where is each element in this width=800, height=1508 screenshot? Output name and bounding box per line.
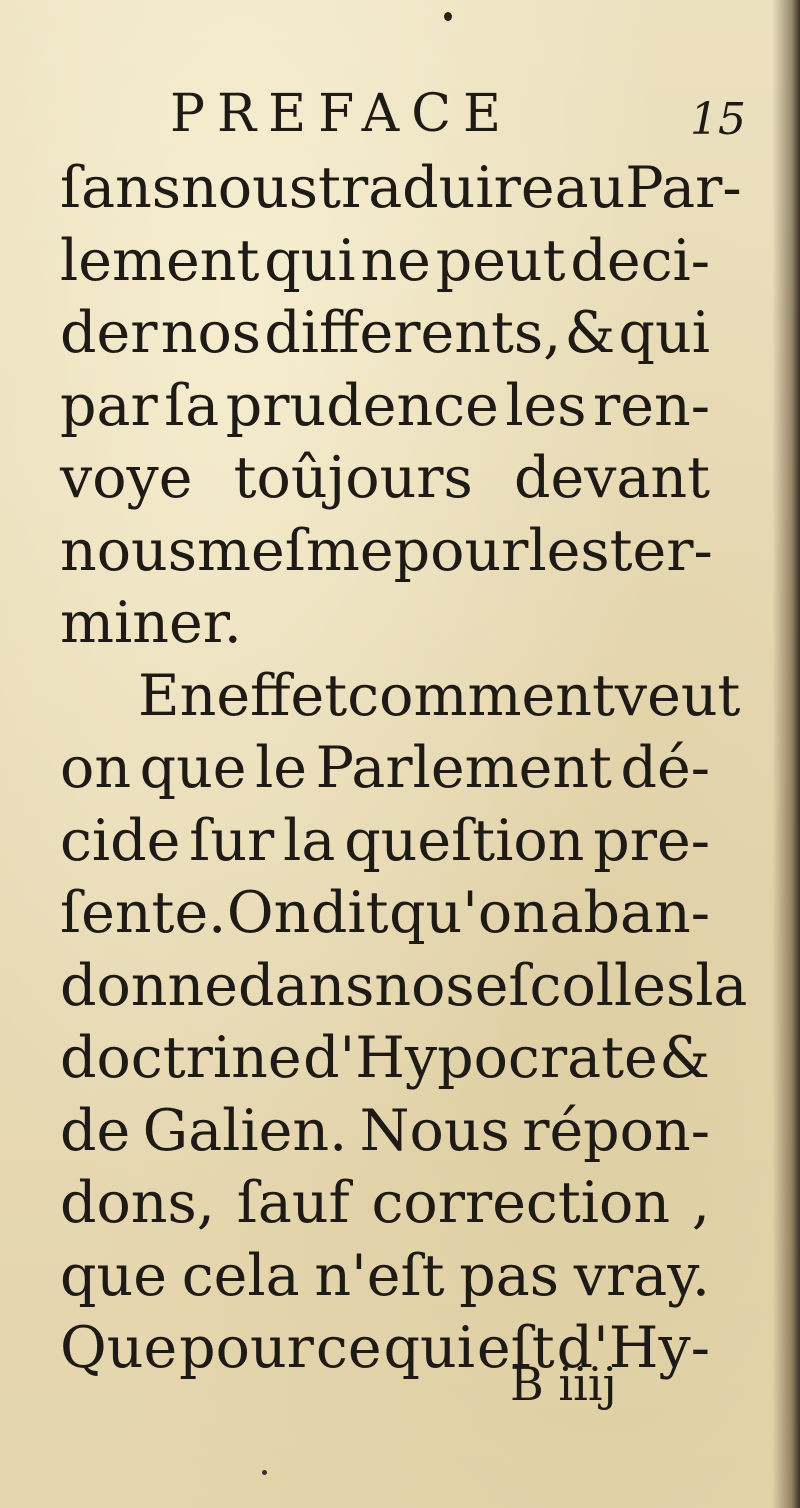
word: nous bbox=[181, 155, 319, 221]
word: cela bbox=[181, 1242, 300, 1309]
text-line bbox=[60, 1240, 710, 1313]
ink-spot bbox=[262, 1470, 267, 1475]
word: traduire bbox=[318, 155, 555, 221]
word: de bbox=[60, 1097, 131, 1164]
word: nous bbox=[60, 517, 197, 584]
word: Parlement bbox=[315, 735, 612, 801]
word: qui bbox=[383, 1315, 475, 1381]
word: la bbox=[283, 807, 336, 874]
body-text bbox=[60, 152, 748, 1385]
word: pas bbox=[459, 1242, 560, 1309]
word: les bbox=[528, 517, 610, 584]
text-line bbox=[60, 805, 710, 878]
word: le bbox=[255, 735, 308, 801]
word: Que bbox=[60, 1315, 178, 1381]
word: Par- bbox=[625, 155, 742, 221]
word: doctrine bbox=[60, 1025, 302, 1091]
word: que bbox=[60, 1242, 167, 1309]
word: correction bbox=[371, 1170, 671, 1236]
word: veut bbox=[614, 662, 741, 729]
word: ſauf bbox=[236, 1170, 350, 1236]
text-line bbox=[60, 660, 741, 733]
word: meſme bbox=[197, 517, 394, 584]
text-line bbox=[60, 515, 713, 588]
running-head: PREFACE bbox=[170, 84, 513, 144]
page-number: 15 bbox=[690, 94, 746, 145]
word: En bbox=[138, 662, 217, 729]
word: & bbox=[564, 300, 616, 366]
signature-mark: B iiij bbox=[510, 1357, 617, 1411]
word: queſtion bbox=[344, 807, 585, 874]
word: ter- bbox=[609, 517, 713, 584]
word: differents, bbox=[264, 300, 562, 366]
word: toûjours bbox=[233, 445, 473, 511]
word: & bbox=[659, 1025, 710, 1091]
word: prudence bbox=[225, 372, 499, 439]
word: répon- bbox=[522, 1097, 710, 1164]
word: eſcolles bbox=[474, 952, 696, 1019]
word: miner. bbox=[60, 590, 242, 656]
word: ſur bbox=[189, 807, 275, 874]
word: On bbox=[226, 880, 311, 946]
word: voye bbox=[60, 445, 193, 511]
text-line bbox=[60, 225, 710, 298]
word: ſente. bbox=[60, 880, 227, 946]
word: la bbox=[695, 952, 748, 1019]
word: ne bbox=[360, 227, 431, 294]
page-header bbox=[0, 84, 800, 144]
word: aban- bbox=[549, 880, 710, 946]
word: nos bbox=[374, 952, 475, 1019]
word: eſt bbox=[476, 1315, 555, 1381]
word: peut bbox=[435, 227, 566, 294]
word: dans bbox=[237, 952, 375, 1019]
word: qu'on bbox=[389, 880, 549, 946]
text-line bbox=[60, 442, 710, 515]
word: pre- bbox=[593, 807, 710, 874]
text-line bbox=[60, 1022, 710, 1095]
word: dit bbox=[310, 880, 389, 946]
word: deci- bbox=[570, 227, 710, 294]
text-line bbox=[60, 732, 710, 805]
page-edge-shadow bbox=[772, 0, 800, 1508]
word: effet bbox=[216, 662, 348, 729]
text-line bbox=[60, 370, 710, 443]
word: vray. bbox=[573, 1242, 710, 1309]
word: qui bbox=[264, 227, 356, 294]
word: pour bbox=[179, 1315, 314, 1381]
word: donne bbox=[60, 952, 238, 1019]
word: nos bbox=[160, 300, 262, 366]
text-line bbox=[60, 152, 742, 225]
word: pour bbox=[393, 517, 529, 584]
ink-spot bbox=[444, 12, 452, 21]
word: cide bbox=[60, 807, 181, 874]
word: dons, bbox=[60, 1170, 215, 1236]
word: que bbox=[139, 735, 247, 801]
word: ce bbox=[315, 1315, 382, 1381]
word: ren- bbox=[593, 372, 710, 439]
text-line bbox=[60, 297, 710, 370]
word: lement bbox=[60, 227, 260, 294]
word: comment bbox=[347, 662, 615, 729]
text-line bbox=[60, 587, 710, 660]
word: n'eſt bbox=[314, 1242, 445, 1309]
word: on bbox=[60, 735, 132, 801]
word: au bbox=[554, 155, 626, 221]
word: ſa bbox=[164, 372, 220, 439]
text-line bbox=[60, 950, 748, 1023]
text-line bbox=[60, 877, 710, 950]
word: d'Hy- bbox=[556, 1315, 710, 1381]
word: d'Hypocrate bbox=[303, 1025, 658, 1091]
text-line bbox=[60, 1167, 710, 1240]
word: , bbox=[691, 1170, 710, 1236]
word: par bbox=[60, 372, 158, 439]
word: qui bbox=[618, 300, 710, 366]
word: Galien. bbox=[142, 1097, 348, 1164]
text-line bbox=[60, 1095, 710, 1168]
word: Nous bbox=[359, 1097, 510, 1164]
word: les bbox=[505, 372, 587, 439]
word: devant bbox=[513, 445, 710, 511]
word: dé- bbox=[620, 735, 710, 801]
word: ſans bbox=[60, 155, 182, 221]
word: der bbox=[60, 300, 158, 366]
